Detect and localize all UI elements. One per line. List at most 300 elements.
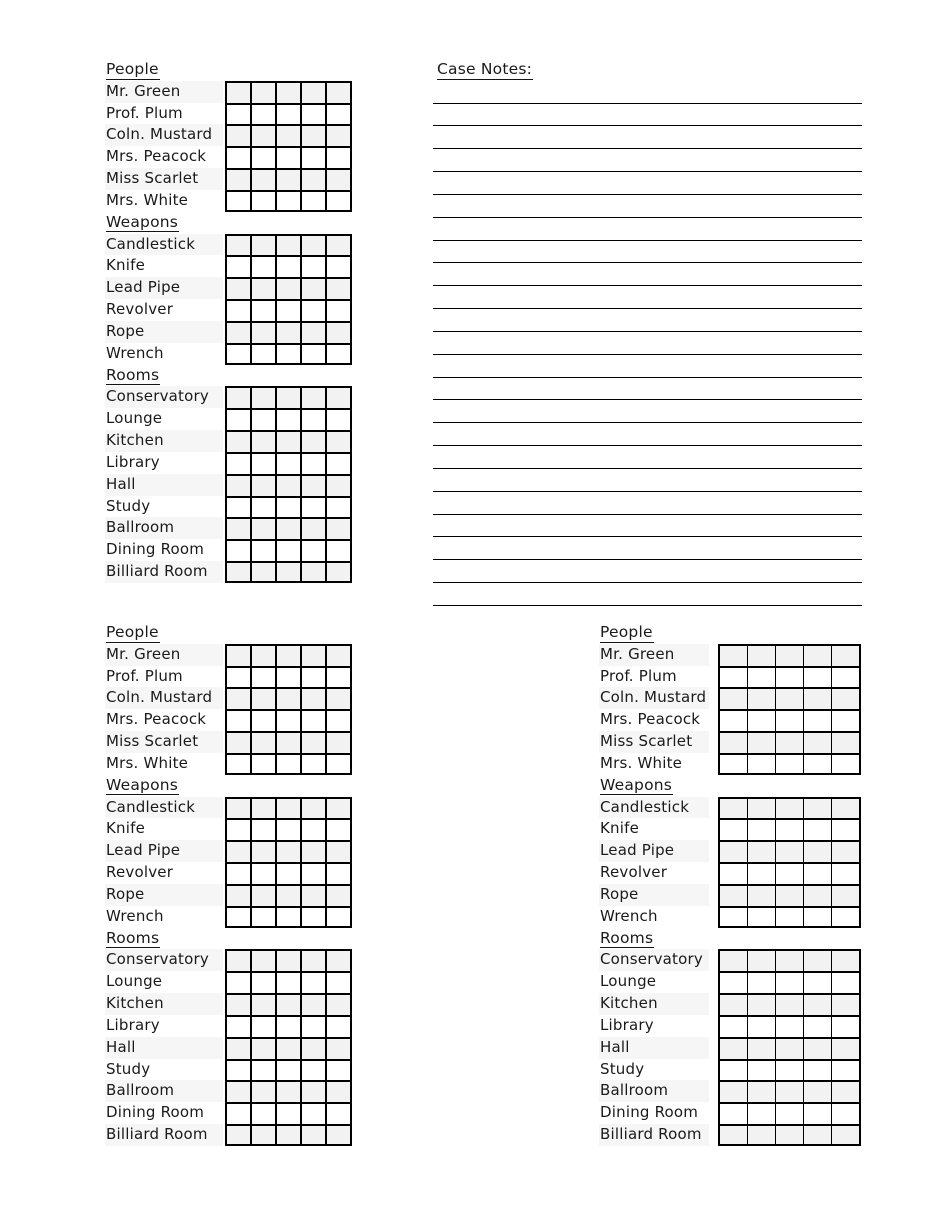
check-cell[interactable] (776, 886, 804, 906)
check-cell[interactable] (302, 711, 327, 731)
check-cell[interactable] (302, 908, 327, 926)
check-cell[interactable] (252, 668, 277, 688)
check-cell[interactable] (832, 1126, 859, 1144)
check-cell[interactable] (720, 711, 748, 731)
check-cell[interactable] (277, 498, 302, 518)
check-cell[interactable] (227, 388, 252, 408)
check-cell[interactable] (720, 886, 748, 906)
check-cell[interactable] (832, 1017, 859, 1037)
check-cell[interactable] (252, 842, 277, 862)
check-cell[interactable] (748, 1082, 776, 1102)
check-cell[interactable] (302, 498, 327, 518)
check-cell[interactable] (327, 476, 350, 496)
check-cell[interactable] (227, 83, 252, 103)
note-line[interactable] (433, 560, 862, 583)
check-cell[interactable] (748, 733, 776, 753)
check-cell[interactable] (302, 820, 327, 840)
check-cell[interactable] (720, 1017, 748, 1037)
check-cell[interactable] (302, 148, 327, 168)
check-cell[interactable] (776, 711, 804, 731)
check-cell[interactable] (804, 1061, 832, 1081)
check-cell[interactable] (327, 842, 350, 862)
check-cell[interactable] (227, 646, 252, 666)
check-cell[interactable] (252, 541, 277, 561)
check-cell[interactable] (302, 170, 327, 190)
note-line[interactable] (433, 149, 862, 172)
check-cell[interactable] (277, 126, 302, 146)
check-cell[interactable] (327, 236, 350, 256)
check-cell[interactable] (720, 973, 748, 993)
check-cell[interactable] (227, 563, 252, 581)
check-cell[interactable] (252, 1082, 277, 1102)
check-cell[interactable] (776, 973, 804, 993)
check-cell[interactable] (252, 170, 277, 190)
check-cell[interactable] (302, 192, 327, 210)
note-line[interactable] (433, 81, 862, 104)
check-cell[interactable] (227, 668, 252, 688)
check-cell[interactable] (804, 1017, 832, 1037)
note-line[interactable] (433, 309, 862, 332)
note-line[interactable] (433, 355, 862, 378)
check-cell[interactable] (327, 170, 350, 190)
check-cell[interactable] (277, 563, 302, 581)
check-cell[interactable] (227, 541, 252, 561)
check-cell[interactable] (252, 279, 277, 299)
check-cell[interactable] (832, 668, 859, 688)
check-cell[interactable] (277, 519, 302, 539)
check-cell[interactable] (804, 820, 832, 840)
check-cell[interactable] (832, 886, 859, 906)
check-cell[interactable] (776, 1039, 804, 1059)
check-cell[interactable] (327, 432, 350, 452)
check-cell[interactable] (252, 83, 277, 103)
check-cell[interactable] (252, 886, 277, 906)
check-cell[interactable] (277, 236, 302, 256)
check-cell[interactable] (804, 886, 832, 906)
check-cell[interactable] (327, 541, 350, 561)
check-cell[interactable] (302, 279, 327, 299)
check-cell[interactable] (776, 951, 804, 971)
check-cell[interactable] (277, 410, 302, 430)
check-cell[interactable] (227, 432, 252, 452)
check-cell[interactable] (748, 755, 776, 773)
check-cell[interactable] (776, 733, 804, 753)
check-cell[interactable] (720, 864, 748, 884)
check-cell[interactable] (277, 345, 302, 363)
check-cell[interactable] (227, 279, 252, 299)
check-cell[interactable] (227, 498, 252, 518)
check-cell[interactable] (252, 498, 277, 518)
check-cell[interactable] (227, 301, 252, 321)
check-cell[interactable] (302, 1104, 327, 1124)
check-cell[interactable] (302, 301, 327, 321)
check-cell[interactable] (277, 1104, 302, 1124)
check-cell[interactable] (720, 1082, 748, 1102)
check-cell[interactable] (748, 1126, 776, 1144)
check-cell[interactable] (277, 388, 302, 408)
check-cell[interactable] (327, 864, 350, 884)
check-cell[interactable] (776, 689, 804, 709)
check-cell[interactable] (804, 908, 832, 926)
check-cell[interactable] (302, 951, 327, 971)
check-cell[interactable] (302, 755, 327, 773)
check-cell[interactable] (327, 301, 350, 321)
check-cell[interactable] (227, 148, 252, 168)
check-cell[interactable] (302, 519, 327, 539)
check-cell[interactable] (227, 126, 252, 146)
check-cell[interactable] (227, 1082, 252, 1102)
note-line[interactable] (433, 469, 862, 492)
check-cell[interactable] (252, 1017, 277, 1037)
check-cell[interactable] (227, 454, 252, 474)
check-cell[interactable] (277, 1039, 302, 1059)
check-cell[interactable] (252, 1104, 277, 1124)
check-cell[interactable] (302, 1082, 327, 1102)
check-cell[interactable] (748, 995, 776, 1015)
check-cell[interactable] (252, 646, 277, 666)
check-cell[interactable] (720, 1104, 748, 1124)
check-cell[interactable] (327, 908, 350, 926)
check-cell[interactable] (252, 973, 277, 993)
check-cell[interactable] (227, 105, 252, 125)
check-cell[interactable] (804, 1104, 832, 1124)
check-cell[interactable] (832, 1104, 859, 1124)
check-cell[interactable] (252, 820, 277, 840)
check-cell[interactable] (252, 799, 277, 819)
check-cell[interactable] (252, 301, 277, 321)
check-cell[interactable] (302, 799, 327, 819)
check-cell[interactable] (227, 236, 252, 256)
check-cell[interactable] (302, 563, 327, 581)
check-cell[interactable] (327, 755, 350, 773)
check-cell[interactable] (720, 755, 748, 773)
check-cell[interactable] (302, 668, 327, 688)
check-cell[interactable] (252, 236, 277, 256)
note-line[interactable] (433, 492, 862, 515)
check-cell[interactable] (227, 323, 252, 343)
check-cell[interactable] (252, 432, 277, 452)
check-cell[interactable] (804, 689, 832, 709)
check-cell[interactable] (277, 1082, 302, 1102)
check-cell[interactable] (252, 388, 277, 408)
check-cell[interactable] (227, 1017, 252, 1037)
check-cell[interactable] (832, 799, 859, 819)
check-cell[interactable] (302, 454, 327, 474)
note-line[interactable] (433, 378, 862, 401)
check-cell[interactable] (327, 646, 350, 666)
check-cell[interactable] (252, 476, 277, 496)
check-cell[interactable] (804, 864, 832, 884)
check-cell[interactable] (252, 323, 277, 343)
check-cell[interactable] (748, 842, 776, 862)
check-cell[interactable] (252, 563, 277, 581)
check-cell[interactable] (302, 1126, 327, 1144)
check-cell[interactable] (832, 711, 859, 731)
check-cell[interactable] (277, 148, 302, 168)
note-line[interactable] (433, 104, 862, 127)
check-cell[interactable] (302, 323, 327, 343)
check-cell[interactable] (277, 799, 302, 819)
check-cell[interactable] (227, 799, 252, 819)
check-cell[interactable] (776, 668, 804, 688)
check-cell[interactable] (277, 476, 302, 496)
check-cell[interactable] (302, 864, 327, 884)
check-cell[interactable] (748, 973, 776, 993)
check-cell[interactable] (748, 1017, 776, 1037)
note-line[interactable] (433, 515, 862, 538)
check-cell[interactable] (227, 1126, 252, 1144)
check-cell[interactable] (302, 236, 327, 256)
check-cell[interactable] (776, 1017, 804, 1037)
check-cell[interactable] (277, 646, 302, 666)
check-cell[interactable] (252, 1126, 277, 1144)
check-cell[interactable] (327, 1061, 350, 1081)
check-cell[interactable] (327, 820, 350, 840)
check-cell[interactable] (327, 973, 350, 993)
check-cell[interactable] (748, 951, 776, 971)
check-cell[interactable] (302, 1061, 327, 1081)
check-cell[interactable] (277, 432, 302, 452)
check-cell[interactable] (277, 842, 302, 862)
check-cell[interactable] (227, 908, 252, 926)
check-cell[interactable] (252, 1039, 277, 1059)
check-cell[interactable] (748, 820, 776, 840)
check-cell[interactable] (776, 908, 804, 926)
check-cell[interactable] (832, 908, 859, 926)
check-cell[interactable] (804, 995, 832, 1015)
check-cell[interactable] (227, 1061, 252, 1081)
check-cell[interactable] (302, 432, 327, 452)
check-cell[interactable] (277, 711, 302, 731)
check-cell[interactable] (252, 864, 277, 884)
check-cell[interactable] (832, 995, 859, 1015)
check-cell[interactable] (748, 1039, 776, 1059)
check-cell[interactable] (804, 646, 832, 666)
check-cell[interactable] (277, 323, 302, 343)
note-line[interactable] (433, 400, 862, 423)
check-cell[interactable] (748, 668, 776, 688)
check-cell[interactable] (327, 951, 350, 971)
check-cell[interactable] (776, 799, 804, 819)
note-line[interactable] (433, 218, 862, 241)
check-cell[interactable] (748, 646, 776, 666)
check-cell[interactable] (302, 541, 327, 561)
check-cell[interactable] (327, 410, 350, 430)
check-cell[interactable] (720, 951, 748, 971)
check-cell[interactable] (277, 192, 302, 210)
check-cell[interactable] (832, 755, 859, 773)
check-cell[interactable] (277, 755, 302, 773)
check-cell[interactable] (720, 668, 748, 688)
check-cell[interactable] (227, 733, 252, 753)
check-cell[interactable] (804, 1082, 832, 1102)
check-cell[interactable] (252, 345, 277, 363)
check-cell[interactable] (748, 1104, 776, 1124)
check-cell[interactable] (720, 820, 748, 840)
check-cell[interactable] (804, 973, 832, 993)
check-cell[interactable] (227, 973, 252, 993)
check-cell[interactable] (227, 476, 252, 496)
check-cell[interactable] (277, 733, 302, 753)
check-cell[interactable] (804, 668, 832, 688)
check-cell[interactable] (832, 1061, 859, 1081)
check-cell[interactable] (327, 886, 350, 906)
check-cell[interactable] (252, 995, 277, 1015)
check-cell[interactable] (277, 668, 302, 688)
check-cell[interactable] (302, 995, 327, 1015)
check-cell[interactable] (832, 733, 859, 753)
check-cell[interactable] (227, 345, 252, 363)
check-cell[interactable] (327, 711, 350, 731)
check-cell[interactable] (227, 886, 252, 906)
check-cell[interactable] (832, 820, 859, 840)
note-line[interactable] (433, 126, 862, 149)
check-cell[interactable] (302, 257, 327, 277)
check-cell[interactable] (804, 951, 832, 971)
check-cell[interactable] (252, 689, 277, 709)
check-cell[interactable] (832, 646, 859, 666)
check-cell[interactable] (227, 864, 252, 884)
check-cell[interactable] (302, 345, 327, 363)
check-cell[interactable] (302, 842, 327, 862)
check-cell[interactable] (327, 733, 350, 753)
check-cell[interactable] (720, 689, 748, 709)
check-cell[interactable] (748, 908, 776, 926)
check-cell[interactable] (327, 1039, 350, 1059)
check-cell[interactable] (252, 192, 277, 210)
check-cell[interactable] (277, 170, 302, 190)
check-cell[interactable] (748, 886, 776, 906)
check-cell[interactable] (327, 1082, 350, 1102)
check-cell[interactable] (277, 257, 302, 277)
check-cell[interactable] (302, 126, 327, 146)
check-cell[interactable] (277, 973, 302, 993)
check-cell[interactable] (277, 83, 302, 103)
check-cell[interactable] (804, 733, 832, 753)
check-cell[interactable] (804, 755, 832, 773)
check-cell[interactable] (327, 1104, 350, 1124)
check-cell[interactable] (748, 711, 776, 731)
check-cell[interactable] (327, 563, 350, 581)
check-cell[interactable] (302, 83, 327, 103)
check-cell[interactable] (277, 951, 302, 971)
check-cell[interactable] (327, 1126, 350, 1144)
check-cell[interactable] (302, 476, 327, 496)
check-cell[interactable] (327, 279, 350, 299)
check-cell[interactable] (302, 1017, 327, 1037)
check-cell[interactable] (227, 257, 252, 277)
note-line[interactable] (433, 286, 862, 309)
check-cell[interactable] (227, 820, 252, 840)
check-cell[interactable] (776, 842, 804, 862)
check-cell[interactable] (277, 105, 302, 125)
check-cell[interactable] (302, 646, 327, 666)
check-cell[interactable] (327, 388, 350, 408)
check-cell[interactable] (327, 257, 350, 277)
check-cell[interactable] (252, 105, 277, 125)
check-cell[interactable] (327, 323, 350, 343)
check-cell[interactable] (302, 886, 327, 906)
check-cell[interactable] (277, 908, 302, 926)
note-line[interactable] (433, 195, 862, 218)
check-cell[interactable] (252, 454, 277, 474)
check-cell[interactable] (832, 1039, 859, 1059)
note-line[interactable] (433, 446, 862, 469)
check-cell[interactable] (252, 711, 277, 731)
note-line[interactable] (433, 423, 862, 446)
check-cell[interactable] (252, 733, 277, 753)
check-cell[interactable] (277, 886, 302, 906)
check-cell[interactable] (327, 345, 350, 363)
check-cell[interactable] (227, 842, 252, 862)
check-cell[interactable] (327, 83, 350, 103)
check-cell[interactable] (327, 519, 350, 539)
check-cell[interactable] (227, 689, 252, 709)
check-cell[interactable] (776, 995, 804, 1015)
check-cell[interactable] (227, 951, 252, 971)
check-cell[interactable] (776, 755, 804, 773)
check-cell[interactable] (327, 689, 350, 709)
check-cell[interactable] (748, 864, 776, 884)
check-cell[interactable] (720, 799, 748, 819)
check-cell[interactable] (776, 1082, 804, 1102)
check-cell[interactable] (302, 1039, 327, 1059)
check-cell[interactable] (302, 105, 327, 125)
check-cell[interactable] (252, 908, 277, 926)
check-cell[interactable] (252, 951, 277, 971)
check-cell[interactable] (227, 192, 252, 210)
check-cell[interactable] (277, 995, 302, 1015)
note-line[interactable] (433, 241, 862, 264)
check-cell[interactable] (327, 995, 350, 1015)
check-cell[interactable] (832, 689, 859, 709)
check-cell[interactable] (327, 1017, 350, 1037)
check-cell[interactable] (832, 973, 859, 993)
note-line[interactable] (433, 172, 862, 195)
check-cell[interactable] (227, 755, 252, 773)
check-cell[interactable] (227, 711, 252, 731)
check-cell[interactable] (776, 820, 804, 840)
check-cell[interactable] (252, 755, 277, 773)
check-cell[interactable] (720, 995, 748, 1015)
check-cell[interactable] (302, 733, 327, 753)
check-cell[interactable] (832, 842, 859, 862)
check-cell[interactable] (277, 1126, 302, 1144)
note-line[interactable] (433, 583, 862, 606)
check-cell[interactable] (804, 842, 832, 862)
check-cell[interactable] (804, 1039, 832, 1059)
check-cell[interactable] (227, 170, 252, 190)
check-cell[interactable] (832, 1082, 859, 1102)
check-cell[interactable] (327, 799, 350, 819)
check-cell[interactable] (302, 410, 327, 430)
check-cell[interactable] (804, 1126, 832, 1144)
check-cell[interactable] (302, 689, 327, 709)
check-cell[interactable] (277, 689, 302, 709)
check-cell[interactable] (327, 105, 350, 125)
check-cell[interactable] (776, 646, 804, 666)
check-cell[interactable] (720, 646, 748, 666)
check-cell[interactable] (327, 126, 350, 146)
check-cell[interactable] (252, 257, 277, 277)
check-cell[interactable] (252, 410, 277, 430)
note-line[interactable] (433, 332, 862, 355)
check-cell[interactable] (277, 864, 302, 884)
check-cell[interactable] (327, 148, 350, 168)
check-cell[interactable] (832, 864, 859, 884)
check-cell[interactable] (277, 541, 302, 561)
check-cell[interactable] (776, 1126, 804, 1144)
